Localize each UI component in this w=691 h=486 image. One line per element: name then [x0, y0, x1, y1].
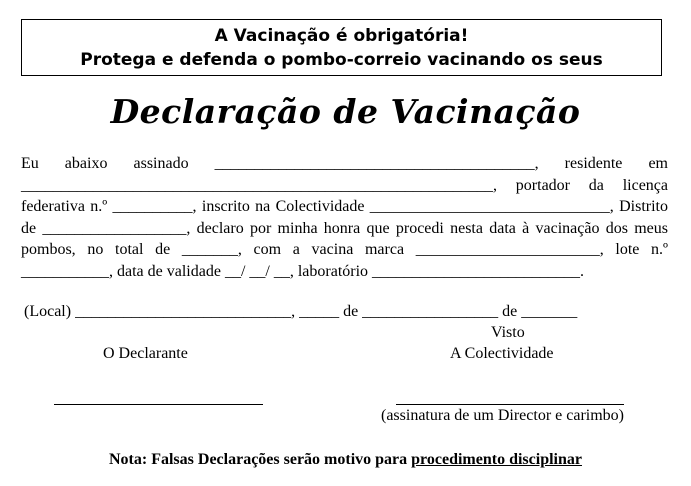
- declarante-signature-line: [54, 404, 263, 405]
- colectividade-label: A Colectividade: [450, 345, 554, 362]
- warning-banner: [21, 19, 662, 76]
- visto-label: Visto: [491, 324, 525, 341]
- note-prefix: Nota: Falsas Declarações serão motivo para: [109, 451, 412, 468]
- document-title: Declaração de Vacinação: [110, 92, 581, 131]
- banner-line-1: A Vacinação é obrigatória!: [214, 26, 469, 46]
- declarante-label: O Declarante: [103, 345, 188, 362]
- note-underlined: procedimento disciplinar: [411, 451, 582, 468]
- declaration-paragraph: Eu abaixo assinado ________________________________________, residente em ___________________________________________________________, portador da licença federativa n.º __________, inscrito na Colectividade ______________________________, Distrito de __________________, declaro por minha honra que procedi nesta data à vacinação dos meus pombos, no total de _______, com a vacina marca _______________________, lote n.º ___________, data de validade __/ __/ __, laboratório __________________________.: [21, 155, 668, 280]
- place-date-line: (Local) ___________________________, _____ de _________________ de _______: [24, 303, 578, 320]
- director-signature-line: [396, 404, 624, 405]
- signature-note: (assinatura de um Director e carimbo): [381, 407, 625, 424]
- banner-line-2: Protega e defenda o pombo-correio vacinando os seus: [80, 50, 603, 70]
- disciplinary-note: [0, 451, 691, 469]
